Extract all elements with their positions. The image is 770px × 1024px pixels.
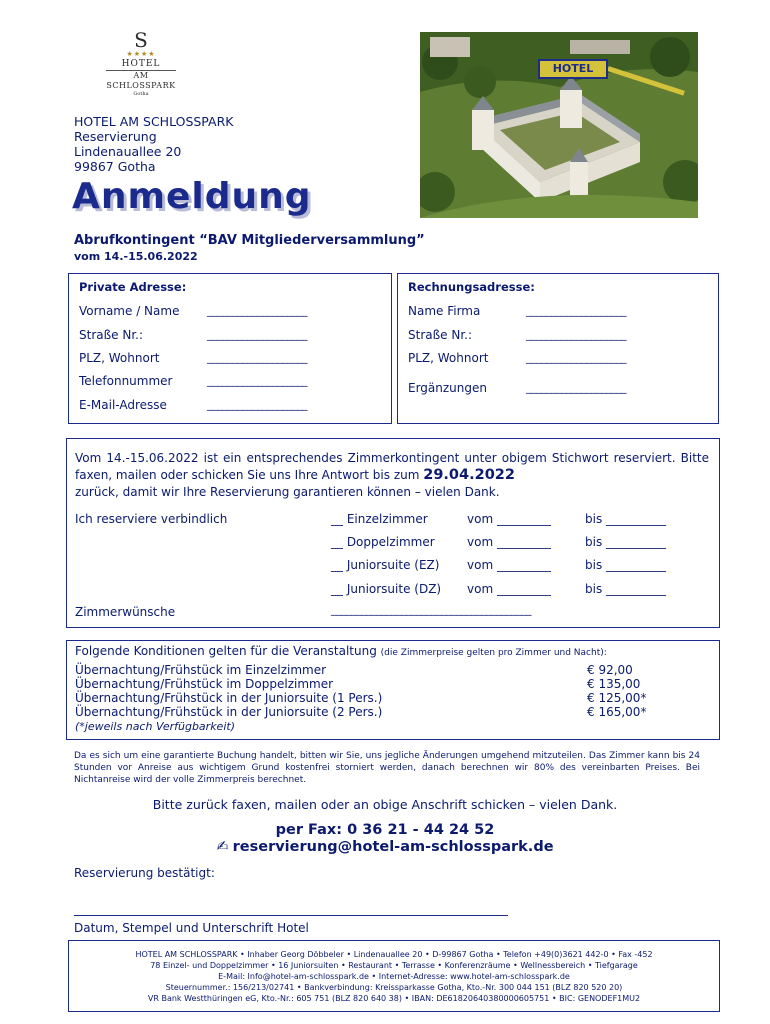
field-line-city[interactable]: ____________________ — [207, 351, 307, 364]
condition-item-single: Übernachtung/Frühstück im Einzelzimmer — [75, 663, 327, 677]
field-label-phone: Telefonnummer — [79, 374, 173, 388]
address-line-1: HOTEL AM SCHLOSSPARK — [74, 114, 234, 129]
billing-label-extra: Ergänzungen — [408, 381, 487, 395]
reservation-text-1: Vom 14.-15.06.2022 ist ein entsprechendes Zimmerkontingent unter obigem Stichwort reserviert. Bitte faxen, mailen oder schicken Sie uns Ihre Antwort bis zum — [75, 451, 709, 482]
logo-stars: ★★★★ — [126, 50, 156, 58]
page-title: Anmeldung — [72, 176, 312, 217]
field-line-email[interactable]: ____________________ — [207, 398, 307, 411]
condition-price-double: € 135,00 — [587, 677, 641, 691]
field-line-name[interactable]: ____________________ — [207, 304, 307, 317]
billing-line-company[interactable]: ____________________ — [526, 304, 626, 317]
hotel-address — [74, 114, 233, 174]
billing-line-city[interactable]: ____________________ — [526, 351, 626, 364]
event-subtitle: Abrufkontingent “BAV Mitgliederversammlung” — [74, 233, 425, 248]
private-address-title: Private Adresse: — [79, 280, 187, 294]
logo-line-1: HOTEL — [121, 59, 161, 69]
address-line-2: Reservierung — [74, 129, 157, 144]
event-dates: vom 14.-15.06.2022 — [74, 250, 198, 263]
room-double[interactable]: __ Doppelzimmer — [331, 535, 435, 549]
room-junior-dz[interactable]: __ Juniorsuite (DZ) — [331, 582, 442, 596]
hotel-sign: HOTEL — [538, 59, 608, 79]
billing-label-street: Straße Nr.: — [408, 328, 473, 342]
email-line — [0, 839, 770, 855]
address-line-3: Lindenauallee 20 — [74, 144, 182, 159]
footer-line-2: 78 Einzel- und Doppelzimmer • 16 Juniorsuiten • Restaurant • Terrasse • Konferenzräume • Wellnessbereich • Tiefgarage — [150, 961, 638, 970]
billing-label-city: PLZ, Wohnort — [408, 351, 489, 365]
hotel-aerial-photo — [420, 32, 698, 218]
billing-address-box — [397, 273, 719, 424]
confirmation-label: Reservierung bestätigt: — [74, 866, 215, 880]
condition-price-junior-2: € 165,00* — [587, 705, 647, 719]
field-line-street[interactable]: ____________________ — [207, 328, 307, 341]
fax-number: per Fax: 0 36 21 - 44 24 52 — [275, 822, 495, 838]
room-double-to[interactable]: bis __________ — [585, 535, 667, 549]
condition-item-double: Übernachtung/Frühstück im Doppelzimmer — [75, 677, 334, 691]
field-label-name: Vorname / Name — [79, 304, 180, 318]
room-junior-ez[interactable]: __ Juniorsuite (EZ) — [331, 558, 440, 572]
room-junior-ez-from[interactable]: vom _________ — [467, 558, 551, 572]
room-double-from[interactable]: vom _________ — [467, 535, 551, 549]
field-label-street: Straße Nr.: — [79, 328, 144, 342]
room-single-from[interactable]: vom _________ — [467, 512, 551, 526]
room-junior-dz-to[interactable]: bis __________ — [585, 582, 667, 596]
condition-item-junior-2: Übernachtung/Frühstück in der Juniorsuite (2 Pers.) — [75, 705, 383, 719]
room-junior-ez-to[interactable]: bis __________ — [585, 558, 667, 572]
logo-line-2: AM SCHLOSSPARK — [106, 71, 176, 90]
room-single-to[interactable]: bis __________ — [585, 512, 667, 526]
billing-line-street[interactable]: ____________________ — [526, 328, 626, 341]
reservation-deadline: 29.04.2022 — [423, 467, 515, 483]
reservation-box — [66, 438, 720, 628]
logo-line-3: Gotha — [133, 91, 149, 97]
private-address-box — [68, 273, 392, 424]
signature-line[interactable] — [74, 915, 508, 916]
room-junior-dz-from[interactable]: vom _________ — [467, 582, 551, 596]
conditions-footnote: (*jeweils nach Verfügbarkeit) — [75, 720, 235, 733]
condition-item-junior-1: Übernachtung/Frühstück in der Juniorsuite (1 Pers.) — [75, 691, 383, 705]
hotel-logo — [96, 30, 186, 100]
address-line-4: 99867 Gotha — [74, 159, 156, 174]
footer-box — [68, 940, 720, 1012]
conditions-title-text: Folgende Konditionen gelten für die Veranstaltung — [75, 644, 377, 658]
billing-address-title: Rechnungsadresse: — [408, 280, 535, 294]
reservation-text — [75, 450, 709, 501]
field-label-city: PLZ, Wohnort — [79, 351, 160, 365]
conditions-title — [75, 644, 607, 658]
wishes-label: Zimmerwünsche — [75, 605, 176, 619]
footer-line-1: HOTEL AM SCHLOSSPARK • Inhaber Georg Döbbeler • Lindenauallee 20 • D-99867 Gotha • Telefon +49(0)3621 442-0 • Fax -452 — [135, 950, 653, 959]
billing-label-company: Name Firma — [408, 304, 481, 318]
wishes-line[interactable]: ________________________________________ — [331, 603, 531, 616]
field-line-phone[interactable]: ____________________ — [207, 374, 307, 387]
logo-letter: S — [134, 28, 148, 52]
reservation-label: Ich reserviere verbindlich — [75, 512, 228, 526]
writing-hand-icon: ✍ — [216, 839, 229, 855]
billing-line-extra[interactable]: ____________________ — [526, 381, 626, 394]
condition-price-junior-1: € 125,00* — [587, 691, 647, 705]
email-link[interactable]: reservierung@hotel-am-schlosspark.de — [232, 839, 554, 855]
footer-line-3: E-Mail: Info@hotel-am-schlosspark.de • Internet-Adresse: www.hotel-am-schlosspark.de — [218, 972, 570, 981]
room-single[interactable]: __ Einzelzimmer — [331, 512, 428, 526]
condition-price-single: € 92,00 — [587, 663, 633, 677]
conditions-note: (die Zimmerpreise gelten pro Zimmer und Nacht): — [380, 648, 607, 658]
footer-line-5: VR Bank Westthüringen eG, Kto.-Nr.: 605 751 (BLZ 820 640 38) • IBAN: DE61820640380000605751 • BIC: GENODEF1MU2 — [147, 994, 641, 1003]
conditions-box — [66, 640, 720, 740]
field-label-email: E-Mail-Adresse — [79, 398, 167, 412]
footer-line-4: Steuernummer.: 156/213/02741 • Bankverbindung: Kreissparkasse Gotha, Kto.-Nr. 300 044 151 (BLZ 820 520 20) — [165, 983, 623, 992]
reservation-text-2: zurück, damit wir Ihre Reservierung garantieren können – vielen Dank. — [75, 485, 500, 499]
signature-label: Datum, Stempel und Unterschrift Hotel — [74, 921, 309, 935]
cancellation-info: Da es sich um eine garantierte Buchung handelt, bitten wir Sie, uns jegliche Änderungen umgehend mitzuteilen. Das Zimmer kann bis 24 Stunden vor Anreise aus wichtigem Grund kostenfrei storniert werden, danach berechnen wir 80% des vereinbarten Preises. Bei Nichtanreise wird der volle Zimmerpreis berechnet. — [74, 751, 700, 785]
send-back-note: Bitte zurück faxen, mailen oder an obige Anschrift schicken – vielen Dank. — [152, 797, 618, 812]
